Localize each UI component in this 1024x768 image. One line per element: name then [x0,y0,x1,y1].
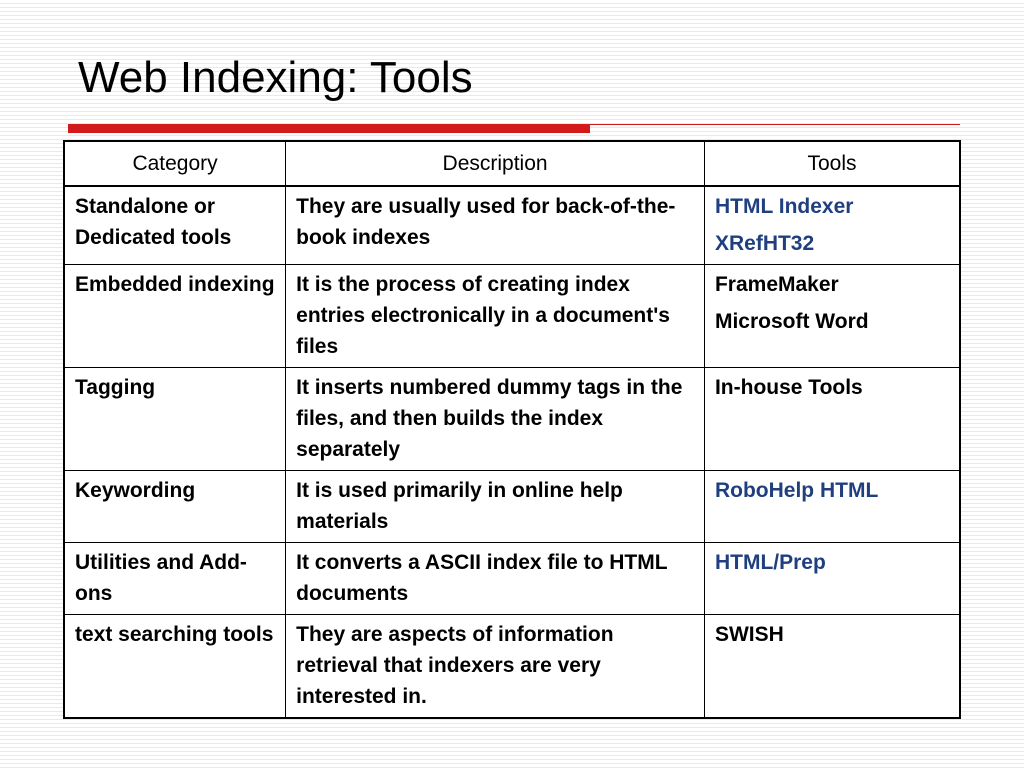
description-cell: They are aspects of information retrieval that indexers are very interested in. [286,615,705,719]
description-cell: It converts a ASCII index file to HTML documents [286,543,705,615]
table-row [64,471,960,543]
tool-name: FrameMaker [714,273,839,296]
tools-cell [704,543,960,615]
column-header-description: Description [286,141,705,186]
tools-cell [704,368,960,471]
table-row [64,368,960,471]
description-cell: It inserts numbered dummy tags in the files, and then builds the index separately [286,368,705,471]
table-row [64,543,960,615]
tools-cell [704,615,960,719]
tool-name: Microsoft Word [714,310,869,333]
category-cell: Utilities and Add-ons [64,543,286,615]
title-underline-rule [590,124,960,125]
category-cell: Tagging [64,368,286,471]
table-row [64,615,960,719]
description-cell: It is the process of creating index entries electronically in a document's files [286,265,705,368]
tool-link[interactable]: RoboHelp HTML [714,479,879,502]
tool-link[interactable]: XRefHT32 [714,232,815,255]
category-cell: text searching tools [64,615,286,719]
category-cell: Keywording [64,471,286,543]
description-cell: They are usually used for back-of-the-book indexes [286,186,705,265]
tool-name: SWISH [714,623,784,646]
tools-cell [704,265,960,368]
column-header-category: Category [64,141,286,186]
tool-link[interactable]: HTML/Prep [714,551,826,574]
tool-link[interactable]: HTML Indexer [714,195,854,218]
tools-cell [704,471,960,543]
tools-cell [704,186,960,265]
table-header-row [64,141,960,186]
slide-title: Web Indexing: Tools [78,53,473,102]
table-row [64,186,960,265]
title-underline-accent [68,124,590,133]
column-header-tools: Tools [704,141,960,186]
tool-name: In-house Tools [714,376,863,399]
description-cell: It is used primarily in online help materials [286,471,705,543]
category-cell: Standalone or Dedicated tools [64,186,286,265]
tools-table [63,140,961,719]
table-row [64,265,960,368]
category-cell: Embedded indexing [64,265,286,368]
